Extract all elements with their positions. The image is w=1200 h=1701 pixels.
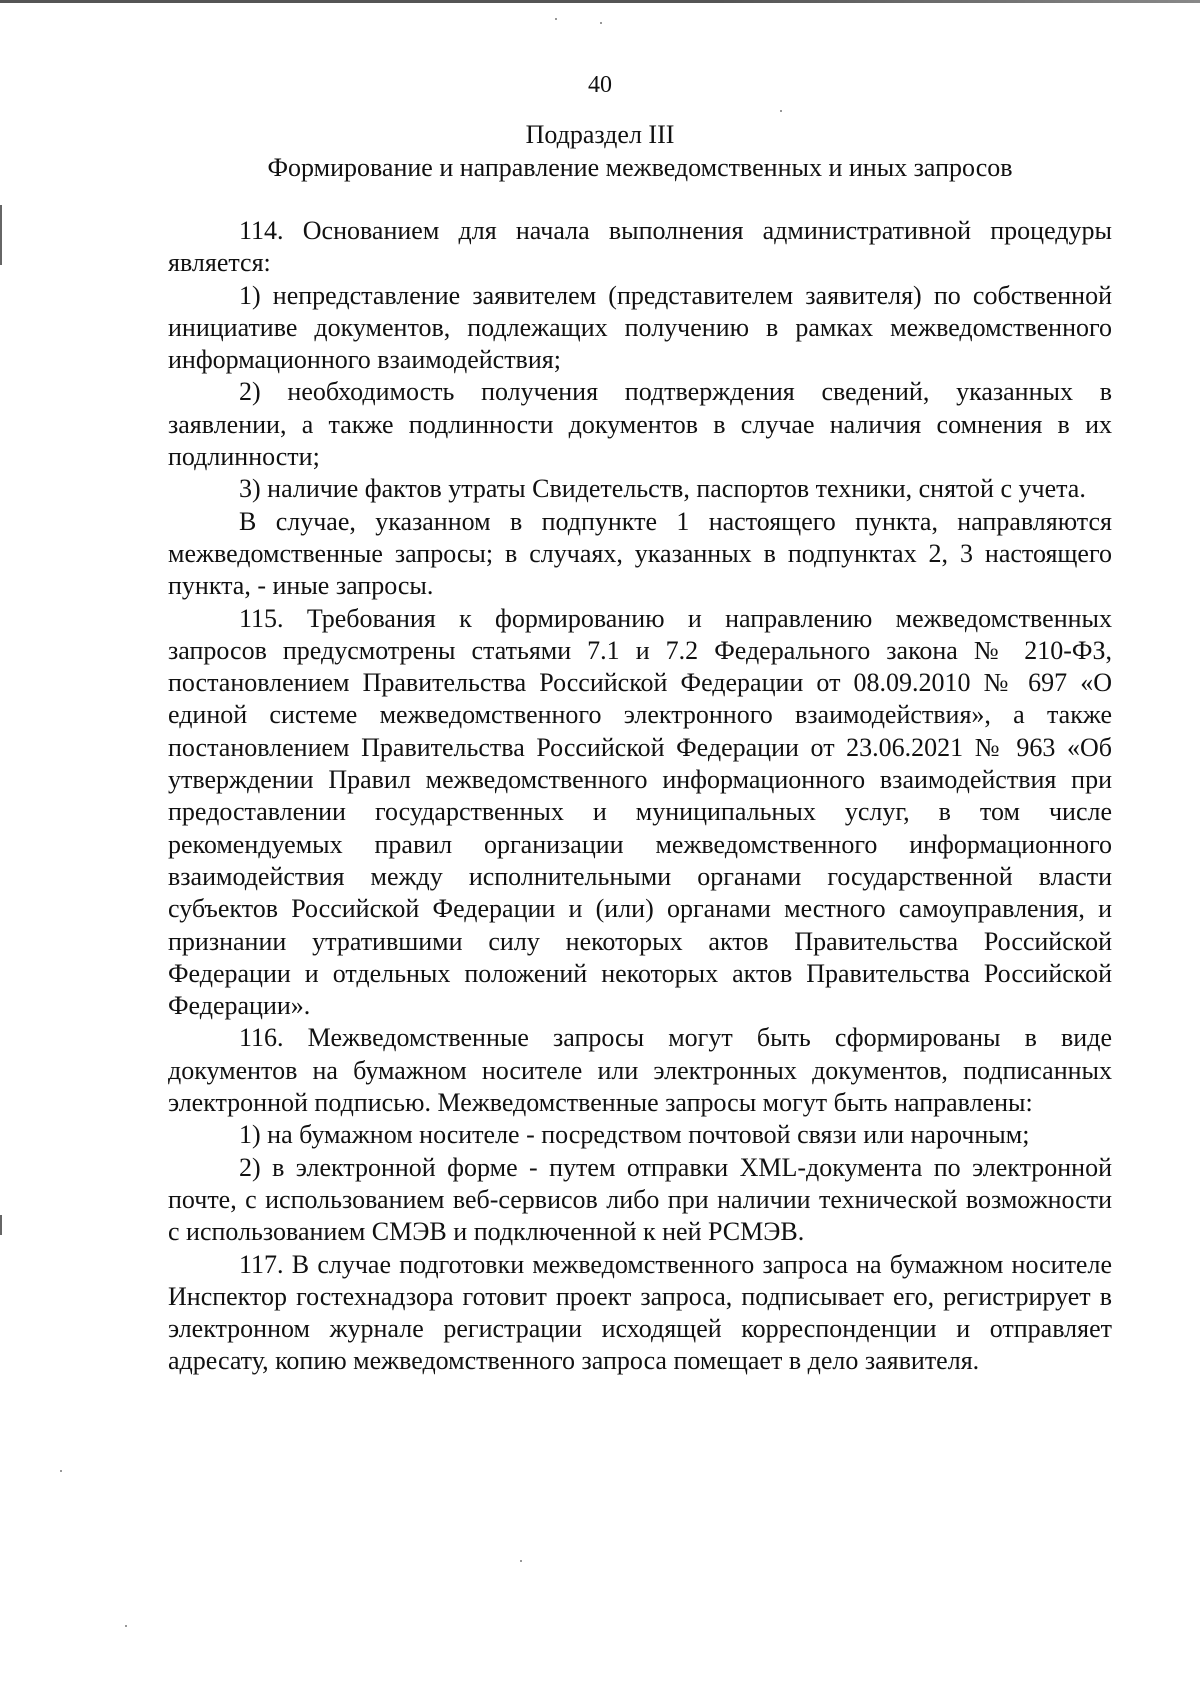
scan-speck xyxy=(555,18,557,20)
paragraph-116-item-2: 2) в электронной форме - путем отправки XML-документа по электронной почте, с использованием веб-сервисов либо при наличии технической возможности с использованием СМЭВ и подключенной к ней РСМЭВ. xyxy=(168,1152,1112,1247)
section-label: Подраздел III xyxy=(525,120,675,149)
scan-speck xyxy=(125,1625,127,1627)
paragraph-114-note: В случае, указанном в подпункте 1 настоящего пункта, направляются межведомственные запросы; в случаях, указанных в подпунктах 2, 3 настоящего пункта, - иные запросы. xyxy=(168,506,1112,601)
scan-speck xyxy=(60,1470,62,1472)
paragraph-114: 114. Основанием для начала выполнения административной процедуры является: xyxy=(168,216,1112,278)
paragraph-114-item-3: 3) наличие фактов утраты Свидетельств, паспортов техники, снятой с учета. xyxy=(239,474,1086,504)
scan-speck xyxy=(780,110,782,112)
paragraph-115: 115. Требования к формированию и направлению межведомственных запросов предусмотрены статьями 7.1 и 7.2 Федерального закона № 210-ФЗ, постановлением Правительства Российской Федерации от 08.09.2010 № 697 «О единой системе межведомственного электронного взаимодействия», а также постановлением Правительства Российской Федерации от 23.06.2021 № 963 «Об утверждении Правил межведомственного информационного взаимодействия при предоставлении государственных и муниципальных услуг, в том числе рекомендуемых правил организации межведомственного информационного взаимодействия между исполнительными органами государственной власти субъектов Российской Федерации и (или) органами местного самоуправления, и признании утратившими силу некоторых актов Правительства Российской Федерации и отдельных положений некоторых актов Правительства Российской Федерации». xyxy=(168,603,1112,1021)
document-body xyxy=(168,215,1112,1378)
paragraph-114-item-1: 1) непредставление заявителем (представителем заявителя) по собственной инициативе документов, подлежащих получению в рамках межведомственного информационного взаимодействия; xyxy=(168,280,1112,375)
scan-speck xyxy=(520,1560,522,1562)
paragraph-114-item-2: 2) необходимость получения подтверждения сведений, указанных в заявлении, а также подлинности документов в случае наличия сомнения в их подлинности; xyxy=(168,377,1112,472)
paragraph-116-item-1: 1) на бумажном носителе - посредством почтовой связи или нарочным; xyxy=(239,1120,1030,1150)
scan-edge-mark xyxy=(0,1215,2,1235)
scan-edge-mark xyxy=(0,205,2,265)
section-title: Формирование и направление межведомственных и иных запросов xyxy=(267,153,1013,182)
page-number: 40 xyxy=(588,72,612,98)
scan-edge xyxy=(0,0,1200,3)
paragraph-117: 117. В случае подготовки межведомственного запроса на бумажном носителе Инспектор гостехнадзора готовит проект запроса, подписывает его, регистрирует в электронном журнале регистрации исходящей корреспонденции и отправляет адресату, копию межведомственного запроса помещает в дело заявителя. xyxy=(168,1249,1112,1376)
scan-speck xyxy=(600,22,602,24)
paragraph-116: 116. Межведомственные запросы могут быть сформированы в виде документов на бумажном носителе или электронных документов, подписанных электронной подписью. Межведомственные запросы могут быть направлены: xyxy=(168,1023,1112,1118)
